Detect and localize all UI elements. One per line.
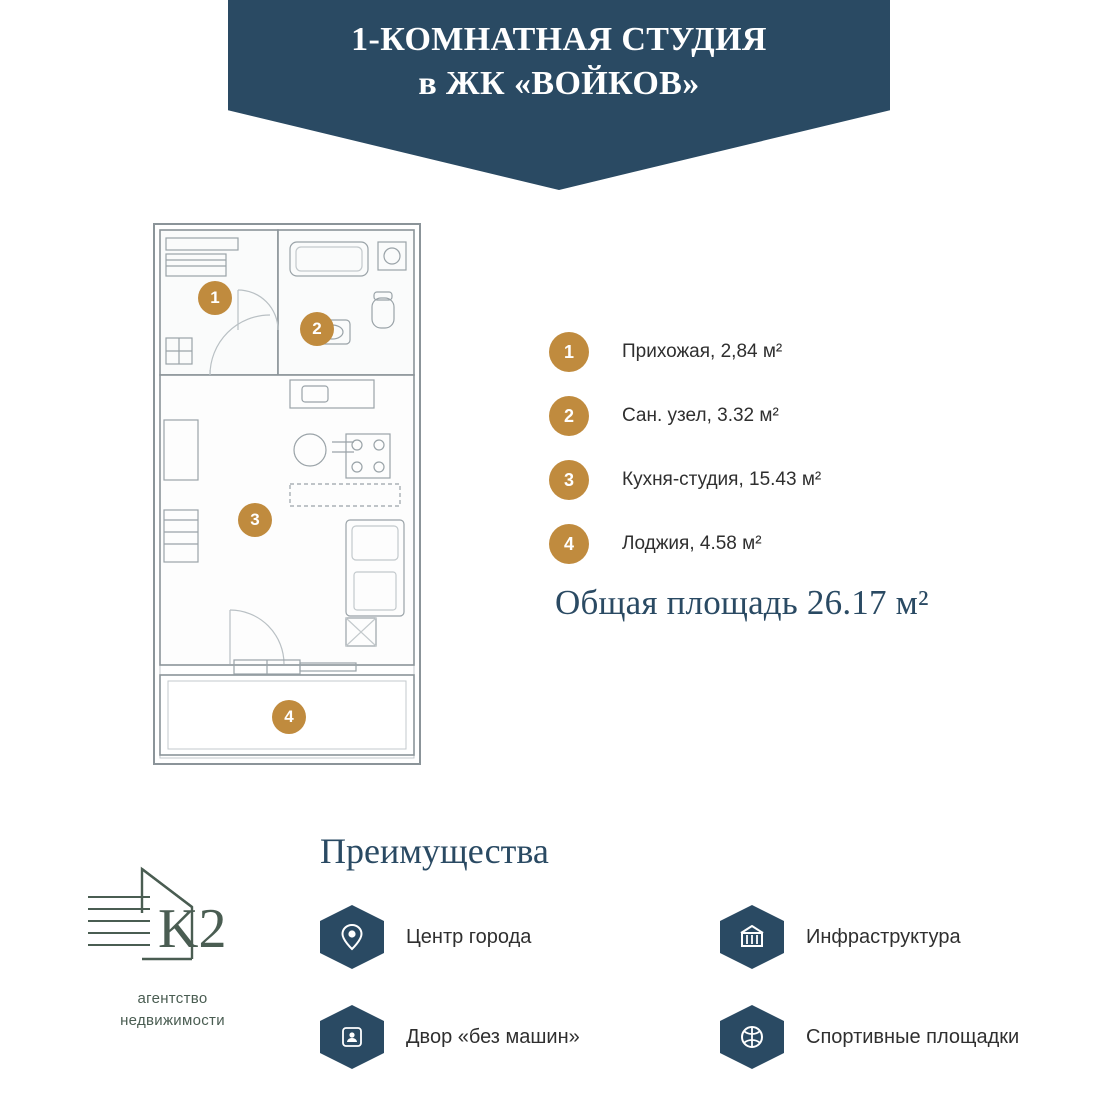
- legend-item-3: [549, 448, 1069, 512]
- total-area: Общая площадь 26.17 м²: [555, 583, 929, 622]
- advantage-label-infrastructure: Инфраструктура: [806, 925, 961, 948]
- legend-label-4: Лоджия, 4.58 м²: [622, 533, 762, 554]
- plan-marker-3: 3: [238, 503, 272, 537]
- legend-label-1: Прихожая, 2,84 м²: [622, 341, 783, 362]
- banner-title-line2: в ЖК «ВОЙКОВ»: [418, 64, 700, 102]
- logo-subtitle-line2: недвижимости: [120, 1011, 225, 1029]
- logo-text: K2: [158, 898, 227, 960]
- banner-text: [228, 18, 890, 105]
- legend-item-1: [549, 320, 1069, 384]
- sports-ball-icon: [720, 1005, 784, 1069]
- room-legend: [549, 320, 1069, 576]
- floor-plan: [150, 220, 424, 766]
- legend-badge-4: 4: [549, 524, 589, 564]
- yard-flower-icon: [320, 1005, 384, 1069]
- logo-mark-icon: [80, 855, 265, 975]
- legend-item-2: [549, 384, 1069, 448]
- advantage-label-car-free-yard: Двор «без машин»: [406, 1025, 580, 1048]
- advantage-car-free-yard: [320, 1005, 580, 1069]
- logo-subtitle: [80, 988, 265, 1032]
- floor-plan-drawing: [150, 220, 424, 766]
- logo-subtitle-line1: агентство: [137, 990, 208, 1007]
- company-logo: [80, 855, 265, 1032]
- advantage-city-center: [320, 905, 531, 969]
- plan-marker-2: 2: [300, 312, 334, 346]
- banner-title-line1: 1-КОМНАТНАЯ СТУДИЯ: [351, 21, 767, 58]
- infrastructure-building-icon: [720, 905, 784, 969]
- advantage-infrastructure: [720, 905, 961, 969]
- legend-label-2: Сан. узел, 3.32 м²: [622, 405, 779, 426]
- advantage-label-city-center: Центр города: [406, 925, 532, 948]
- location-pin-icon: [320, 905, 384, 969]
- legend-badge-3: 3: [549, 460, 589, 500]
- plan-marker-1: 1: [198, 281, 232, 315]
- advantages-title: Преимущества: [320, 831, 549, 871]
- advantage-sports-grounds: [720, 1005, 1019, 1069]
- legend-label-3: Кухня-студия, 15.43 м²: [622, 469, 822, 490]
- advantage-label-sports-grounds: Спортивные площадки: [806, 1025, 1020, 1048]
- plan-marker-4: 4: [272, 700, 306, 734]
- legend-item-4: [549, 512, 1069, 576]
- legend-badge-2: 2: [549, 396, 589, 436]
- legend-badge-1: 1: [549, 332, 589, 372]
- header-banner: [228, 0, 890, 190]
